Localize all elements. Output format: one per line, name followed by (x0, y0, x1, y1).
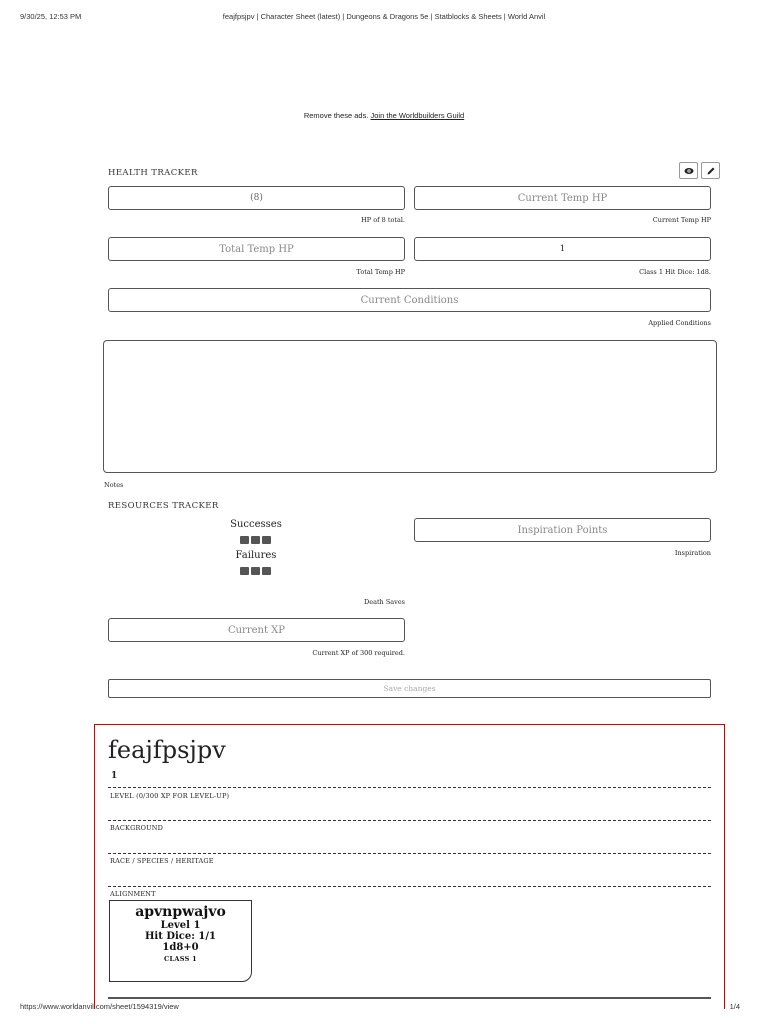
divider (108, 853, 711, 854)
level-value: 1 (111, 771, 118, 781)
conditions-caption: Applied Conditions (648, 319, 711, 327)
failure-checkbox[interactable] (251, 567, 260, 575)
current-temp-hp-caption: Current Temp HP (652, 216, 711, 224)
level-label: LEVEL (0/300 XP FOR LEVEL-UP) (110, 792, 230, 800)
failures-label: Failures (235, 550, 277, 561)
print-page-number: 1/4 (729, 1002, 740, 1011)
eye-icon (684, 167, 694, 175)
print-header (20, 12, 748, 24)
alignment-label: ALIGNMENT (110, 890, 156, 898)
class-tag: CLASS 1 (164, 955, 197, 963)
print-title: feajfpsjpv | Character Sheet (latest) | Dungeons & Dragons 5e | Statblocks & Sheets | World Anvil (222, 12, 546, 21)
failure-checkbox[interactable] (262, 567, 271, 575)
character-name: feajfpsjpv (108, 736, 226, 764)
class-level: Level 1 (160, 920, 201, 931)
resources-tracker-heading: RESOURCES TRACKER (108, 501, 219, 511)
race-label: RACE / SPECIES / HERITAGE (110, 857, 214, 865)
pencil-icon (706, 166, 716, 176)
hp-caption: HP of 8 total. (361, 216, 405, 224)
ads-text: Remove these ads. (303, 111, 371, 120)
current-temp-hp-input[interactable]: Current Temp HP (414, 186, 711, 210)
class-die: 1d8+0 (162, 942, 199, 953)
hp-field[interactable]: (8) (108, 186, 405, 210)
health-tracker-heading: HEALTH TRACKER (108, 168, 198, 178)
class-name: apvnpwajvo (135, 904, 226, 920)
background-label: BACKGROUND (110, 824, 164, 832)
class-card (109, 900, 252, 982)
success-checkbox[interactable] (251, 536, 260, 544)
print-url: https://www.worldanvil.com/sheet/1594319/view (20, 1002, 179, 1011)
print-footer (20, 1002, 748, 1014)
inspiration-caption: Inspiration (674, 549, 711, 557)
hit-dice-caption: Class 1 Hit Dice: 1d8. (639, 268, 711, 276)
divider (108, 787, 711, 788)
class-hit-dice: Hit Dice: 1/1 (144, 931, 216, 942)
edit-button[interactable] (701, 162, 720, 179)
divider (108, 820, 711, 821)
ads-banner (0, 111, 768, 120)
failure-checkbox[interactable] (240, 567, 249, 575)
success-checkbox[interactable] (262, 536, 271, 544)
divider (108, 886, 711, 887)
xp-caption: Current XP of 300 required. (312, 649, 405, 657)
failure-boxes (240, 567, 271, 575)
save-changes-button[interactable]: Save changes (108, 679, 711, 698)
current-xp-input[interactable]: Current XP (108, 618, 405, 642)
success-checkbox[interactable] (240, 536, 249, 544)
total-temp-hp-input[interactable]: Total Temp HP (108, 237, 405, 261)
sheet-bottom-divider (108, 997, 711, 999)
death-saves-caption: Death Saves (364, 598, 405, 606)
guild-link[interactable]: Join the Worldbuilders Guild (370, 111, 465, 120)
print-date: 9/30/25, 12:53 PM (20, 12, 82, 21)
notes-textarea[interactable] (103, 340, 717, 473)
notes-caption: Notes (104, 481, 124, 489)
current-conditions-input[interactable]: Current Conditions (108, 288, 711, 312)
hit-dice-input[interactable]: 1 (414, 237, 711, 261)
inspiration-input[interactable]: Inspiration Points (414, 518, 711, 542)
total-temp-hp-caption: Total Temp HP (356, 268, 405, 276)
tracker-toolbar (679, 162, 720, 179)
view-button[interactable] (679, 162, 698, 179)
successes-label: Successes (230, 519, 282, 530)
success-boxes (240, 536, 271, 544)
